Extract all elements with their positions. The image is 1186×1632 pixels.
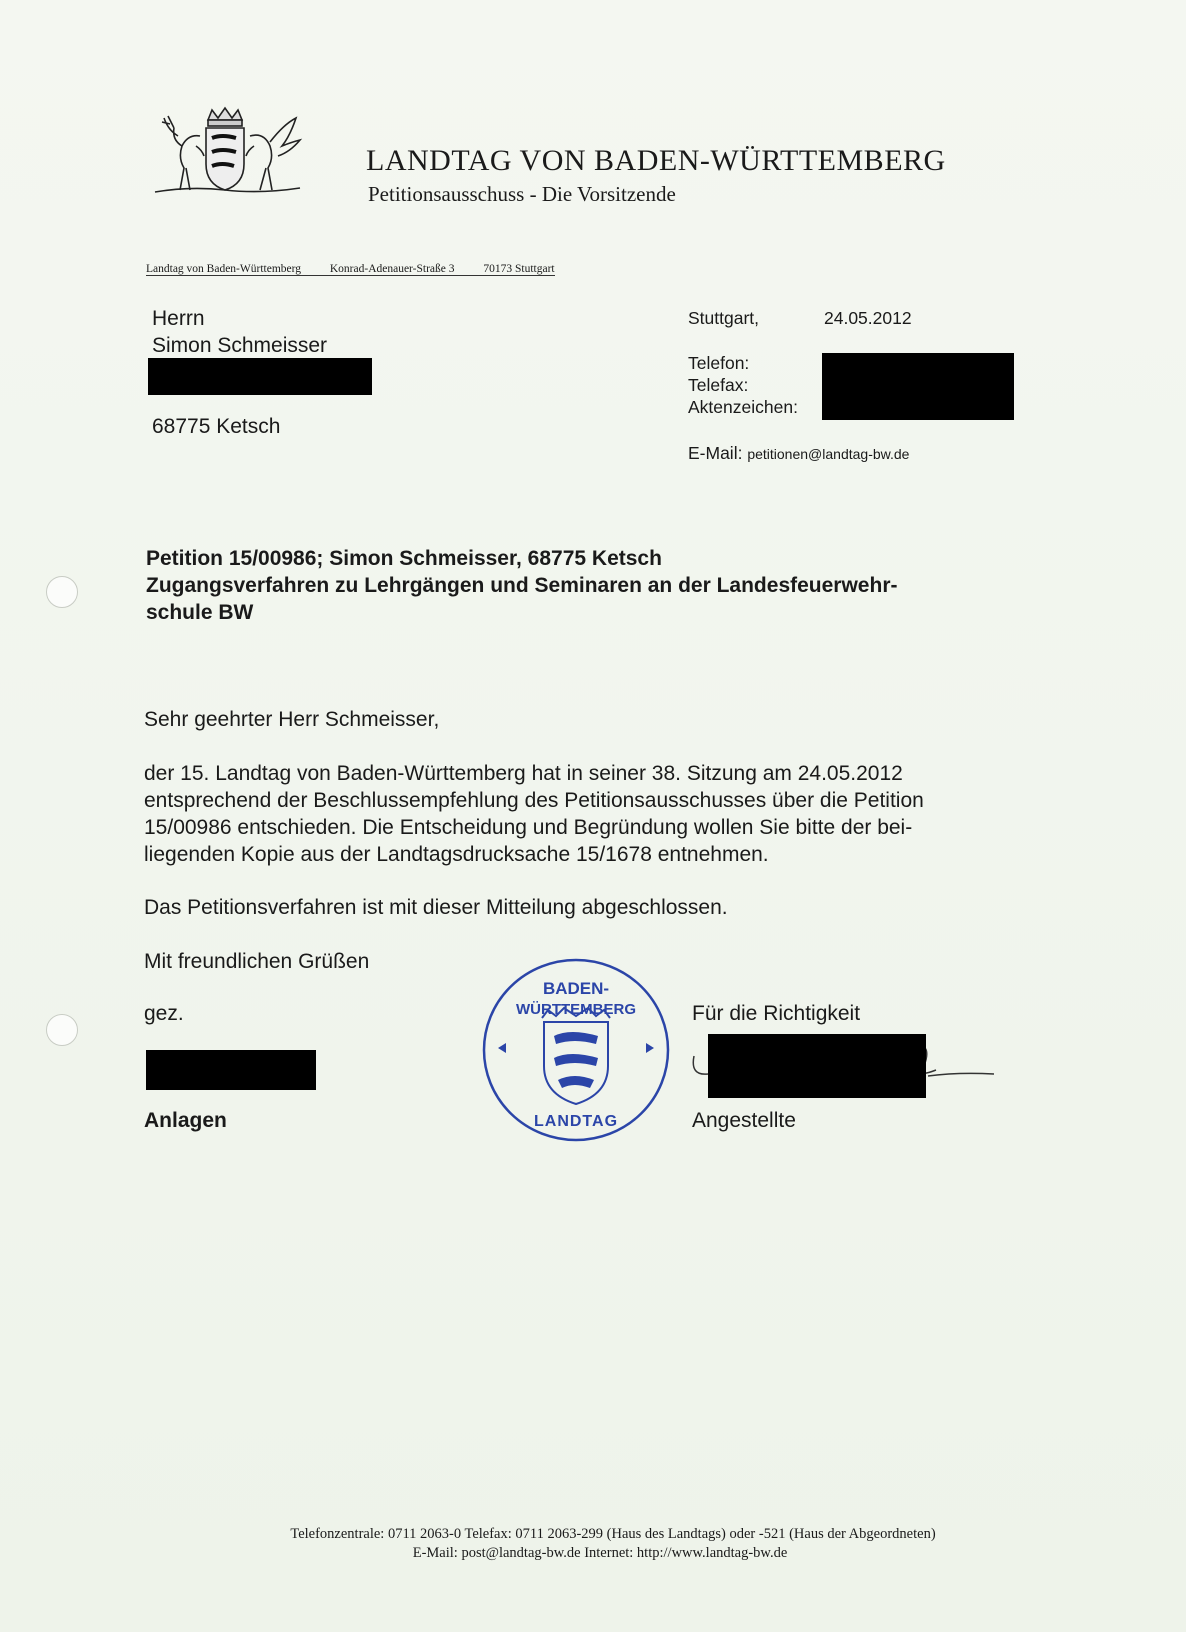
subject-line-2: Zugangsverfahren zu Lehrgängen und Seminaren an der Landesfeuerwehr- — [146, 574, 898, 597]
email-value: petitionen@landtag-bw.de — [747, 446, 910, 462]
subject-line-1: Petition 15/00986; Simon Schmeisser, 68775 Ketsch — [146, 547, 662, 570]
closing-phrase: Mit freundlichen Grüßen — [144, 950, 370, 973]
letter-date: 24.05.2012 — [824, 308, 912, 328]
punch-hole-bottom — [46, 1014, 78, 1046]
punch-hole-top — [46, 576, 78, 608]
baden-wuerttemberg-coat-of-arms-icon — [150, 106, 305, 198]
subject-line-3: schule BW — [146, 601, 254, 624]
footer-line-1: Telefonzentrale: 0711 2063-0 Telefax: 0711 2063-299 (Haus des Landtags) oder -521 (Haus der Abgeordneten) — [290, 1526, 936, 1542]
email-label: E-Mail: — [688, 443, 743, 463]
organization-name: LANDTAG VON BADEN-WÜRTTEMBERG — [366, 144, 946, 177]
stamp-bottom-text: LANDTAG — [533, 1113, 619, 1130]
redacted-signatory-name — [146, 1050, 316, 1090]
recipient-salutation: Herrn — [152, 307, 205, 330]
redacted-contact-details — [822, 353, 1014, 420]
verification-role: Angestellte — [692, 1109, 796, 1132]
body-line-4: liegenden Kopie aus der Landtagsdrucksache 15/1678 entnehmen. — [144, 843, 769, 866]
sender-return-address — [146, 263, 555, 276]
body-line-2: entsprechend der Beschlussempfehlung des Petitionsausschusses über die Petition — [144, 789, 924, 812]
telefon-label: Telefon: — [688, 353, 750, 373]
email-row — [688, 443, 909, 464]
attachments-label: Anlagen — [144, 1109, 227, 1132]
redacted-signature — [708, 1034, 926, 1098]
recipient-name: Simon Schmeisser — [152, 334, 328, 357]
body-line-1: der 15. Landtag von Baden-Württemberg hat in seiner 38. Sitzung am 24.05.2012 — [144, 762, 903, 785]
recipient-city: 68775 Ketsch — [152, 415, 281, 438]
stamp-top-text-2: WÜRTTEMBERG — [516, 1001, 636, 1018]
body-line-3: 15/00986 entschieden. Die Entscheidung und Begründung wollen Sie bitte der bei- — [144, 816, 913, 839]
stamp-top-text: BADEN- — [542, 979, 610, 998]
aktenzeichen-label: Aktenzeichen: — [688, 397, 798, 417]
telefax-label: Telefax: — [688, 375, 749, 395]
redacted-street — [148, 358, 372, 395]
sender-street: Konrad-Adenauer-Straße 3 — [329, 263, 455, 275]
subject-block — [146, 545, 1026, 626]
gez-label: gez. — [144, 1002, 184, 1025]
landtag-seal-stamp — [478, 954, 674, 1146]
footer-line-2: E-Mail: post@landtag-bw.de Internet: http://www.landtag-bw.de — [412, 1545, 788, 1561]
body-paragraph-2: Das Petitionsverfahren ist mit dieser Mitteilung abgeschlossen. — [144, 896, 728, 919]
sender-name: Landtag von Baden-Württemberg — [146, 263, 301, 275]
verification-label: Für die Richtigkeit — [692, 1002, 861, 1025]
letter-place: Stuttgart, — [688, 308, 760, 328]
department-name: Petitionsausschuss - Die Vorsitzende — [368, 182, 676, 206]
greeting: Sehr geehrter Herr Schmeisser, — [144, 708, 440, 731]
sender-city: 70173 Stuttgart — [483, 263, 555, 275]
body-paragraph-1 — [144, 760, 1024, 868]
